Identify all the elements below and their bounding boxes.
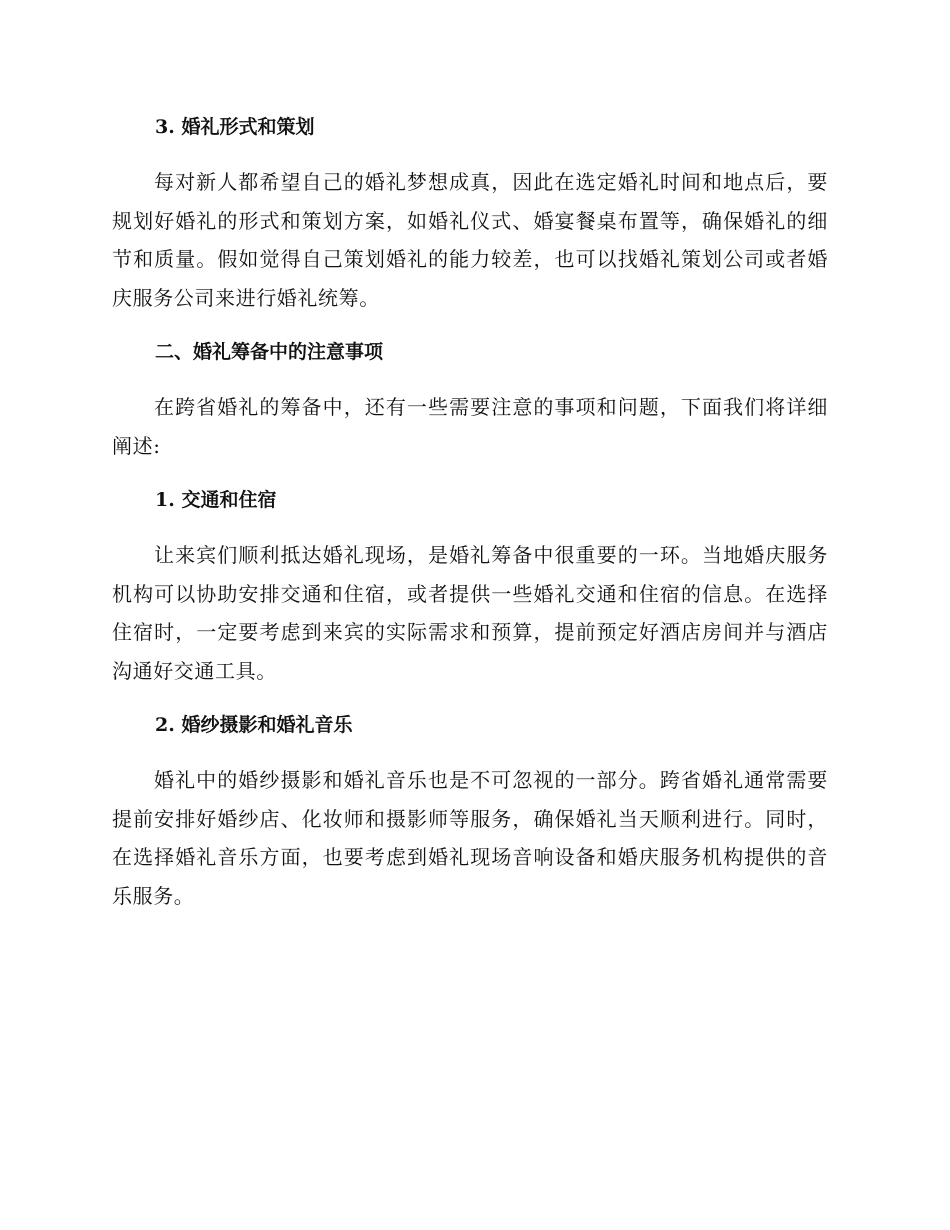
spacer — [112, 146, 828, 163]
section-paragraph-transport-lodging: 让来宾们顺利抵达婚礼现场，是婚礼筹备中很重要的一环。当地婚庆服务机构可以协助安排交通和住宿，或者提供一些婚礼交通和住宿的信息。在选择住宿时，一定要考虑到来宾的实际需求和预算，提前预定好酒店房间并与酒店沟通好交通工具。 — [112, 543, 828, 683]
section-paragraph-precautions: 在跨省婚礼的筹备中，还有一些需要注意的事项和问题，下面我们将详细阐述: — [112, 395, 828, 458]
spacer — [112, 465, 828, 481]
spacer — [112, 371, 828, 388]
spacer — [112, 744, 828, 761]
section-heading-photo-music: 2. 婚纱摄影和婚礼音乐 — [155, 714, 353, 736]
spacer — [112, 317, 828, 333]
section-paragraph-photo-music: 婚礼中的婚纱摄影和婚礼音乐也是不可忽视的一部分。跨省婚礼通常需要提前安排好婚纱店、化妆师和摄影师等服务，确保婚礼当天顺利进行。同时，在选择婚礼音乐方面，也要考虑到婚礼现场音响设备和婚庆服务机构提供的音乐服务。 — [112, 768, 828, 908]
section-heading-transport-lodging: 1. 交通和住宿 — [155, 489, 277, 511]
spacer — [112, 519, 828, 536]
section-paragraph-wedding-format: 每对新人都希望自己的婚礼梦想成真，因此在选定婚礼时间和地点后，要规划好婚礼的形式和策划方案，如婚礼仪式、婚宴餐桌布置等，确保婚礼的细节和质量。假如觉得自己策划婚礼的能力较差，也可以找婚礼策划公司或者婚庆服务公司来进行婚礼统筹。 — [112, 170, 828, 310]
section-heading-precautions: 二、婚礼筹备中的注意事项 — [155, 341, 384, 363]
document-page — [112, 108, 828, 915]
spacer — [112, 690, 828, 706]
section-heading-wedding-format: 3. 婚礼形式和策划 — [155, 116, 315, 138]
